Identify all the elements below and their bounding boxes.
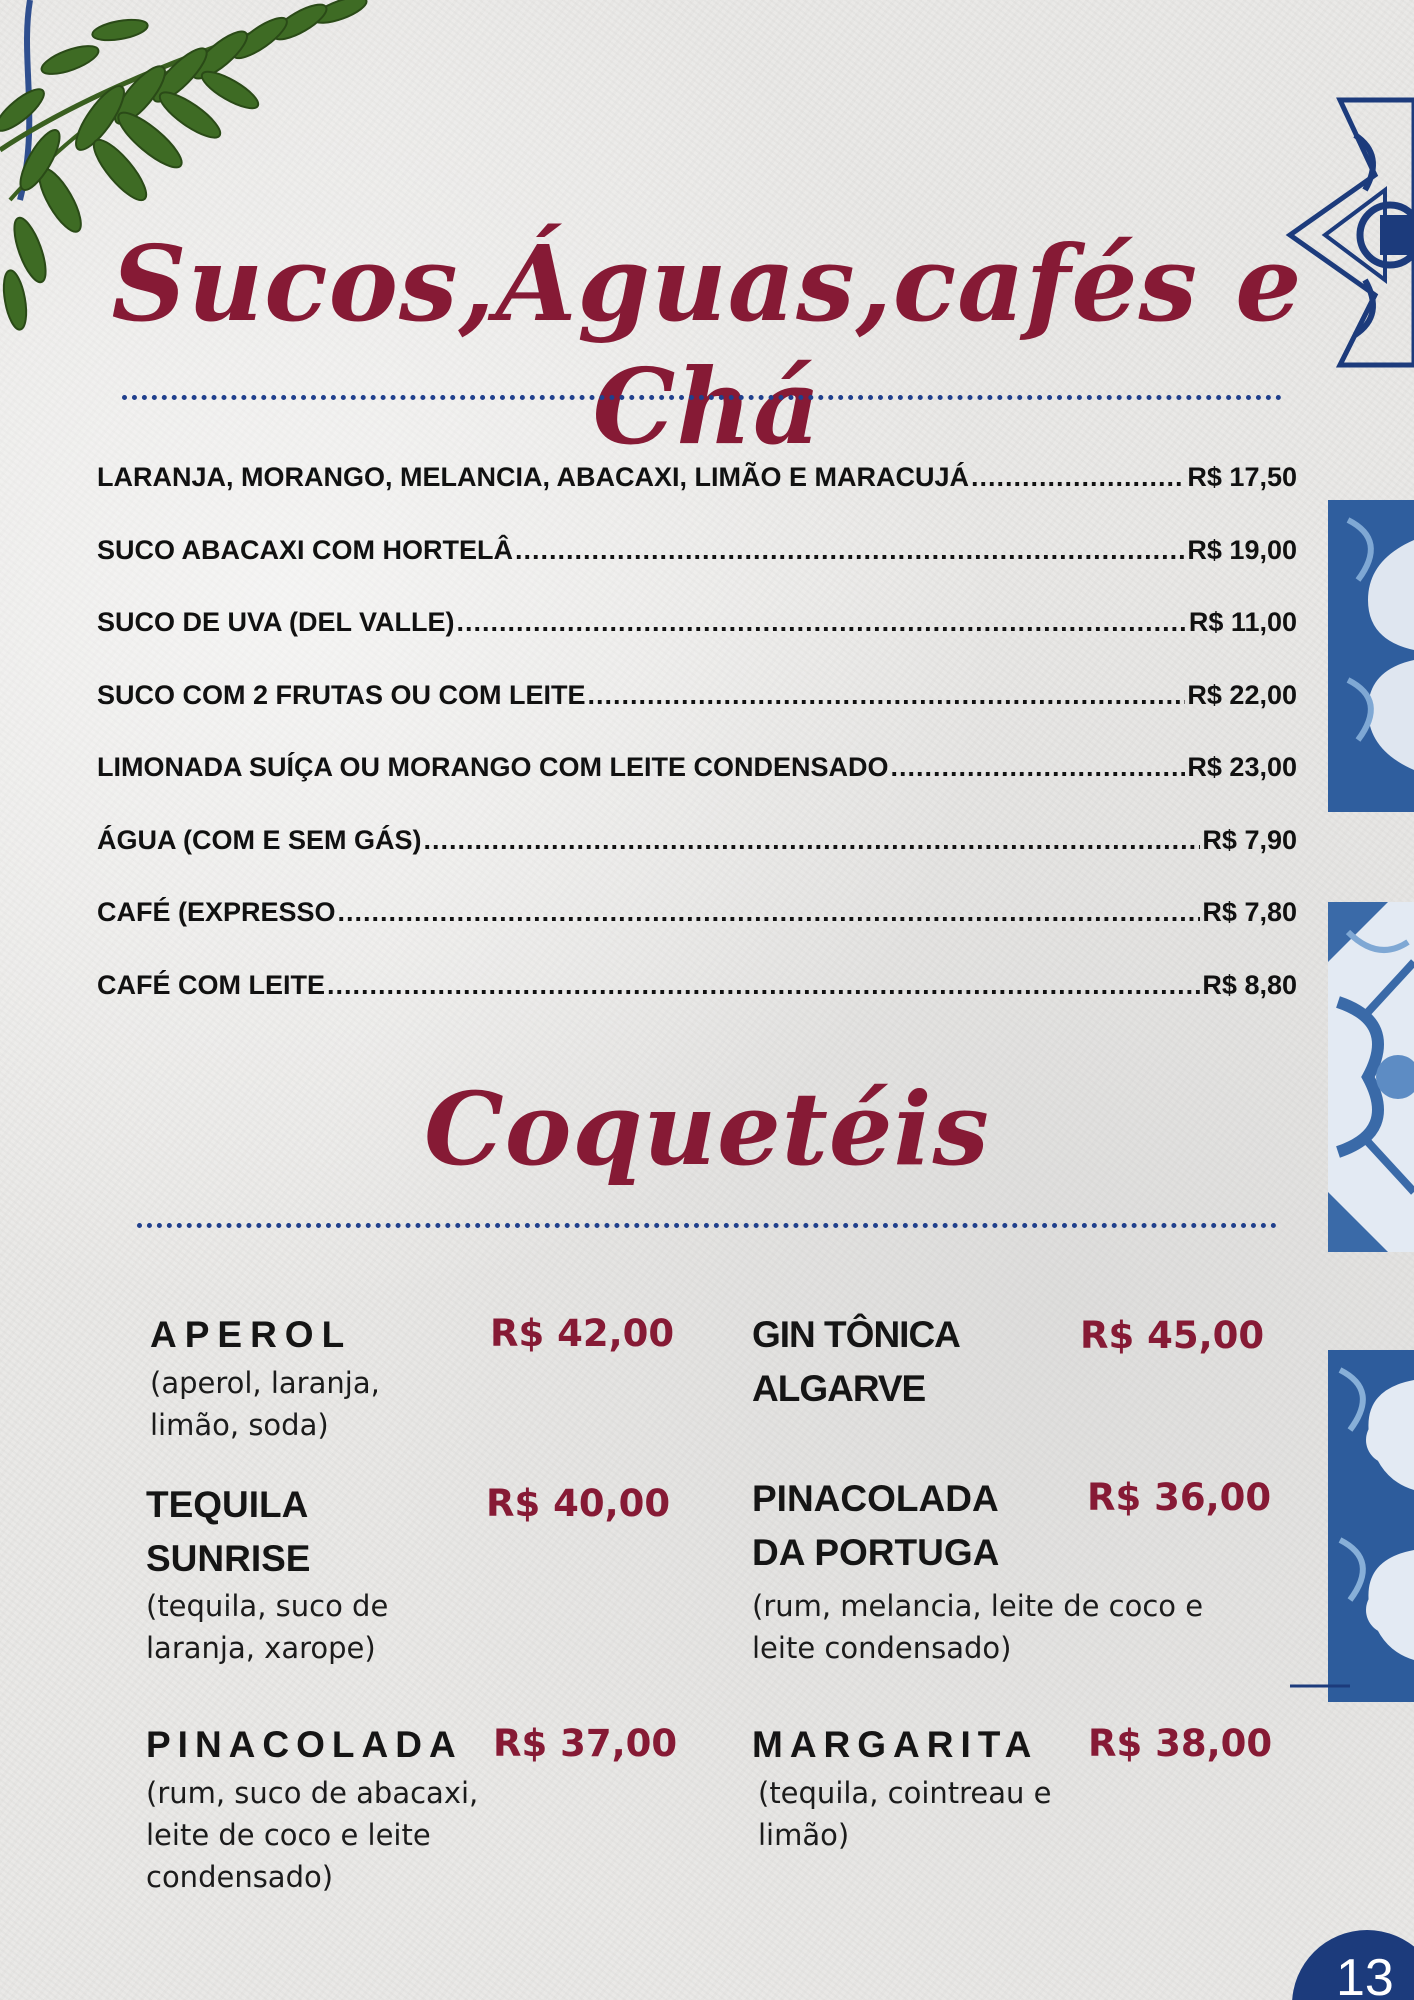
item-name: ÁGUA (COM E SEM GÁS)	[97, 824, 422, 855]
cocktail-price: R$ 38,00	[1088, 1722, 1273, 1765]
item-price: R$ 19,00	[1187, 534, 1297, 565]
item-name: SUCO ABACAXI COM HORTELÂ	[97, 534, 513, 565]
juices-section-title: Sucos,Águas,cafés e Chá	[111, 222, 1303, 468]
item-name: CAFÉ (EXPRESSO	[97, 897, 336, 927]
list-item	[97, 462, 1297, 535]
list-item	[97, 752, 1297, 825]
item-price: R$ 8,80	[1202, 969, 1297, 1000]
item-name: LIMONADA SUÍÇA OU MORANGO COM LEITE CONDENSADO	[97, 752, 889, 782]
item-name: LARANJA, MORANGO, MELANCIA, ABACAXI, LIMÃO E MARACUJÁ	[97, 462, 969, 492]
cocktail-name: TEQUILA SUNRISE	[146, 1484, 311, 1579]
item-price: R$ 23,00	[1187, 752, 1297, 782]
cocktail-name: PINACOLADA DA PORTUGA	[752, 1478, 1000, 1573]
dotted-divider	[122, 395, 1282, 400]
item-name: CAFÉ COM LEITE	[97, 969, 325, 1000]
dot-leader	[457, 607, 1187, 638]
dotted-divider	[137, 1223, 1277, 1228]
cocktails-section-title: Coquetéis	[424, 1070, 990, 1188]
dot-leader	[327, 970, 1200, 1001]
dot-leader	[891, 752, 1186, 783]
list-item	[97, 680, 1297, 753]
cocktail-item	[752, 1308, 1272, 1415]
azulejo-tile-icon	[1328, 500, 1414, 812]
page-number-badge	[1292, 1930, 1414, 2000]
dot-leader	[971, 462, 1185, 493]
cocktail-item	[146, 1478, 670, 1669]
cocktail-description: (rum, suco de abacaxi, leite de coco e leite condensado)	[146, 1775, 479, 1894]
cocktail-description: (tequila, suco de laranja, xarope)	[146, 1589, 389, 1666]
cocktail-price: R$ 42,00	[490, 1312, 675, 1355]
cocktail-price: R$ 37,00	[493, 1722, 678, 1765]
dot-leader	[588, 680, 1186, 711]
page-number: 13	[1336, 1949, 1394, 2000]
dot-leader	[338, 897, 1201, 928]
cocktail-name: APEROL	[150, 1314, 353, 1355]
item-price: R$ 11,00	[1188, 607, 1297, 637]
cocktail-description: (tequila, cointreau e limão)	[758, 1775, 1052, 1852]
cocktail-name: GIN TÔNICA ALGARVE	[752, 1314, 959, 1409]
list-item	[97, 607, 1297, 680]
cocktail-item	[150, 1308, 675, 1446]
cocktail-name: PINACOLADA	[146, 1724, 463, 1765]
cocktail-price: R$ 45,00	[1080, 1314, 1265, 1357]
list-item	[97, 535, 1297, 608]
item-price: R$ 7,80	[1202, 897, 1297, 927]
list-item	[97, 897, 1297, 970]
dot-leader	[424, 825, 1201, 856]
dot-leader	[515, 535, 1185, 566]
item-price: R$ 17,50	[1187, 462, 1297, 492]
list-item	[97, 825, 1297, 898]
cocktail-name: MARGARITA	[752, 1724, 1039, 1765]
cocktail-item	[752, 1718, 1272, 1856]
cocktail-price: R$ 36,00	[1087, 1476, 1272, 1519]
cocktail-item	[146, 1718, 678, 1898]
cocktail-item	[752, 1472, 1272, 1669]
cocktail-description: (aperol, laranja, limão, soda)	[150, 1365, 380, 1442]
cocktail-price: R$ 40,00	[486, 1482, 671, 1525]
item-price: R$ 22,00	[1187, 679, 1297, 710]
item-name: SUCO DE UVA (DEL VALLE)	[97, 607, 455, 637]
cocktail-description: (rum, melancia, leite de coco e leite condensado)	[752, 1589, 1204, 1666]
item-price: R$ 7,90	[1202, 824, 1297, 855]
list-item	[97, 970, 1297, 1043]
azulejo-tile-icon	[1290, 1350, 1414, 1702]
juices-price-list	[97, 462, 1297, 1042]
item-name: SUCO COM 2 FRUTAS OU COM LEITE	[97, 679, 586, 710]
